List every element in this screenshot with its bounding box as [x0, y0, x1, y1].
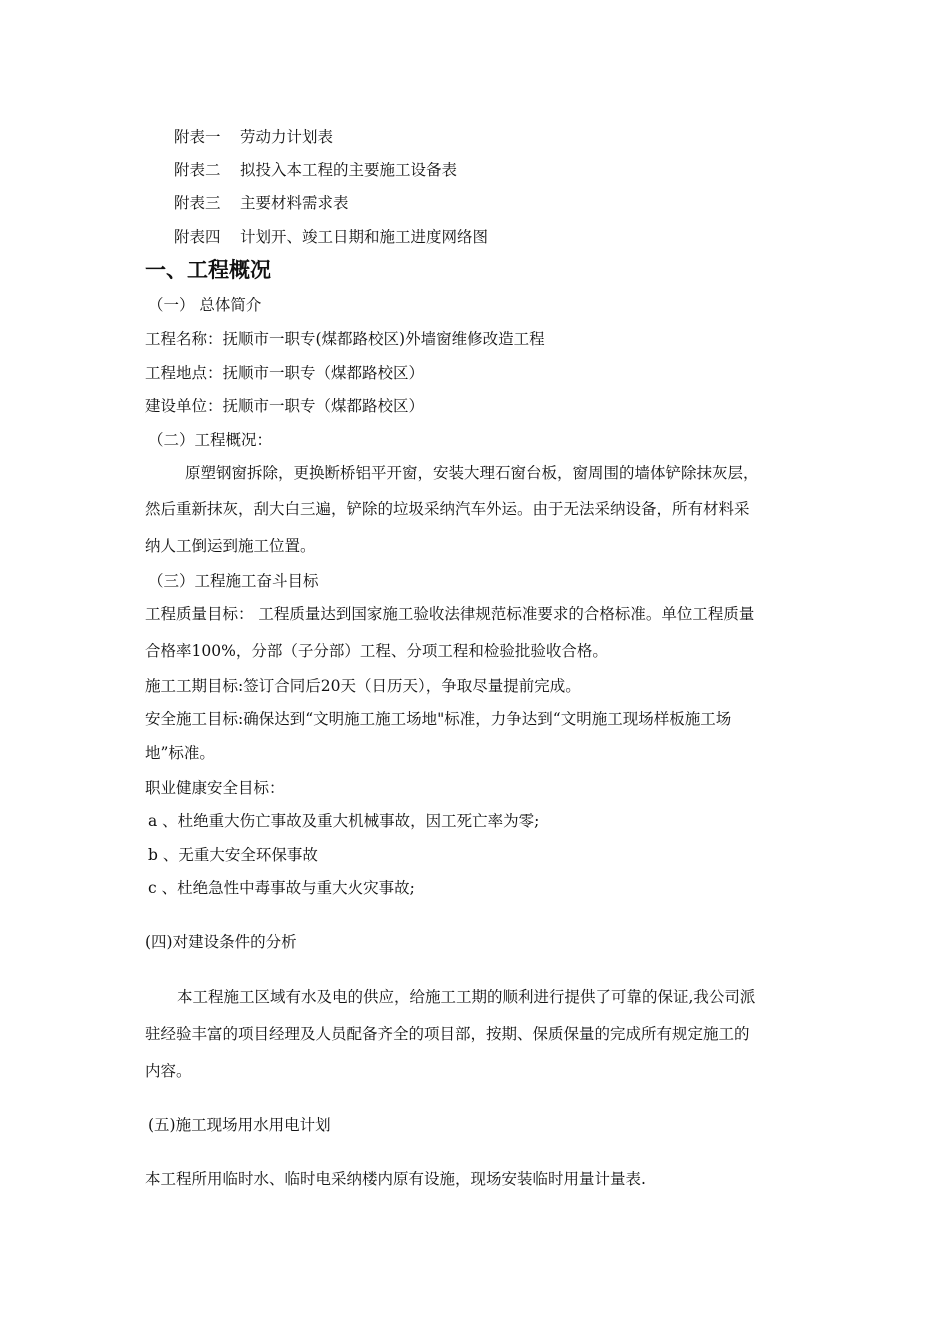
health-item: a 、杜绝重大伤亡事故及重大机械事故，因工死亡率为零; [148, 812, 540, 830]
appendix-item: 附表四 计划开、竣工日期和施工进度网络图 [174, 228, 489, 246]
utilities-heading: (五)施工现场用水用电计划 [148, 1116, 331, 1134]
health-item: b 、无重大安全环保事故 [148, 846, 318, 864]
general-heading: （二）工程概况： [148, 431, 273, 449]
quality-goal-line: 合格率100%，分部（子分部）工程、分项工程和检验批验收合格。 [145, 642, 608, 660]
conditions-paragraph-line: 驻经验丰富的项目经理及人员配备齐全的项目部，按期、保质保量的完成所有规定施工的 [145, 1025, 750, 1043]
conditions-paragraph-line: 内容。 [145, 1062, 192, 1080]
general-paragraph-line: 然后重新抹灰，刮大白三遍，铲除的垃圾采纳汽车外运。由于无法采纳设备，所有材料采 [145, 500, 750, 518]
appendix-item: 附表一 劳动力计划表 [174, 128, 334, 146]
conditions-heading: (四)对建设条件的分析 [145, 933, 297, 951]
quality-goal-line: 工程质量目标： 工程质量达到国家施工验收法律规范标准要求的合格标准。单位工程质量 [145, 605, 755, 623]
overview-heading: （一） 总体简介 [148, 296, 262, 314]
general-paragraph-line: 原塑钢窗拆除，更换断桥铝平开窗，安装大理石窗台板，窗周围的墙体铲除抹灰层， [185, 464, 759, 482]
goals-heading: （三）工程施工奋斗目标 [148, 572, 319, 590]
safety-goal-line: 地”标准。 [145, 744, 215, 762]
health-heading: 职业健康安全目标： [145, 779, 285, 797]
safety-goal-line: 安全施工目标:确保达到“文明施工施工场地"标准，力争达到“文明施工现场样板施工场 [145, 710, 732, 728]
appendix-item: 附表三 主要材料需求表 [174, 194, 349, 212]
schedule-goal: 施工工期目标:签订合同后20天（日历天），争取尽量提前完成。 [145, 677, 581, 695]
section-title: 一、工程概况 [145, 258, 271, 282]
health-item: c 、杜绝急性中毒事故与重大火灾事故; [148, 879, 415, 897]
project-location: 工程地点：抚顺市一职专（煤都路校区） [145, 364, 425, 382]
conditions-paragraph-line: 本工程施工区域有水及电的供应，给施工工期的顺利进行提供了可靠的保证,我公司派 [177, 988, 756, 1006]
project-name: 工程名称：抚顺市一职专(煤都路校区)外墙窗维修改造工程 [145, 330, 545, 348]
appendix-item: 附表二 拟投入本工程的主要施工设备表 [174, 161, 458, 179]
construction-unit: 建设单位：抚顺市一职专（煤都路校区） [145, 397, 425, 415]
general-paragraph-line: 纳人工倒运到施工位置。 [145, 537, 316, 555]
utilities-text: 本工程所用临时水、临时电采纳楼内原有设施，现场安装临时用量计量表. [145, 1170, 646, 1188]
